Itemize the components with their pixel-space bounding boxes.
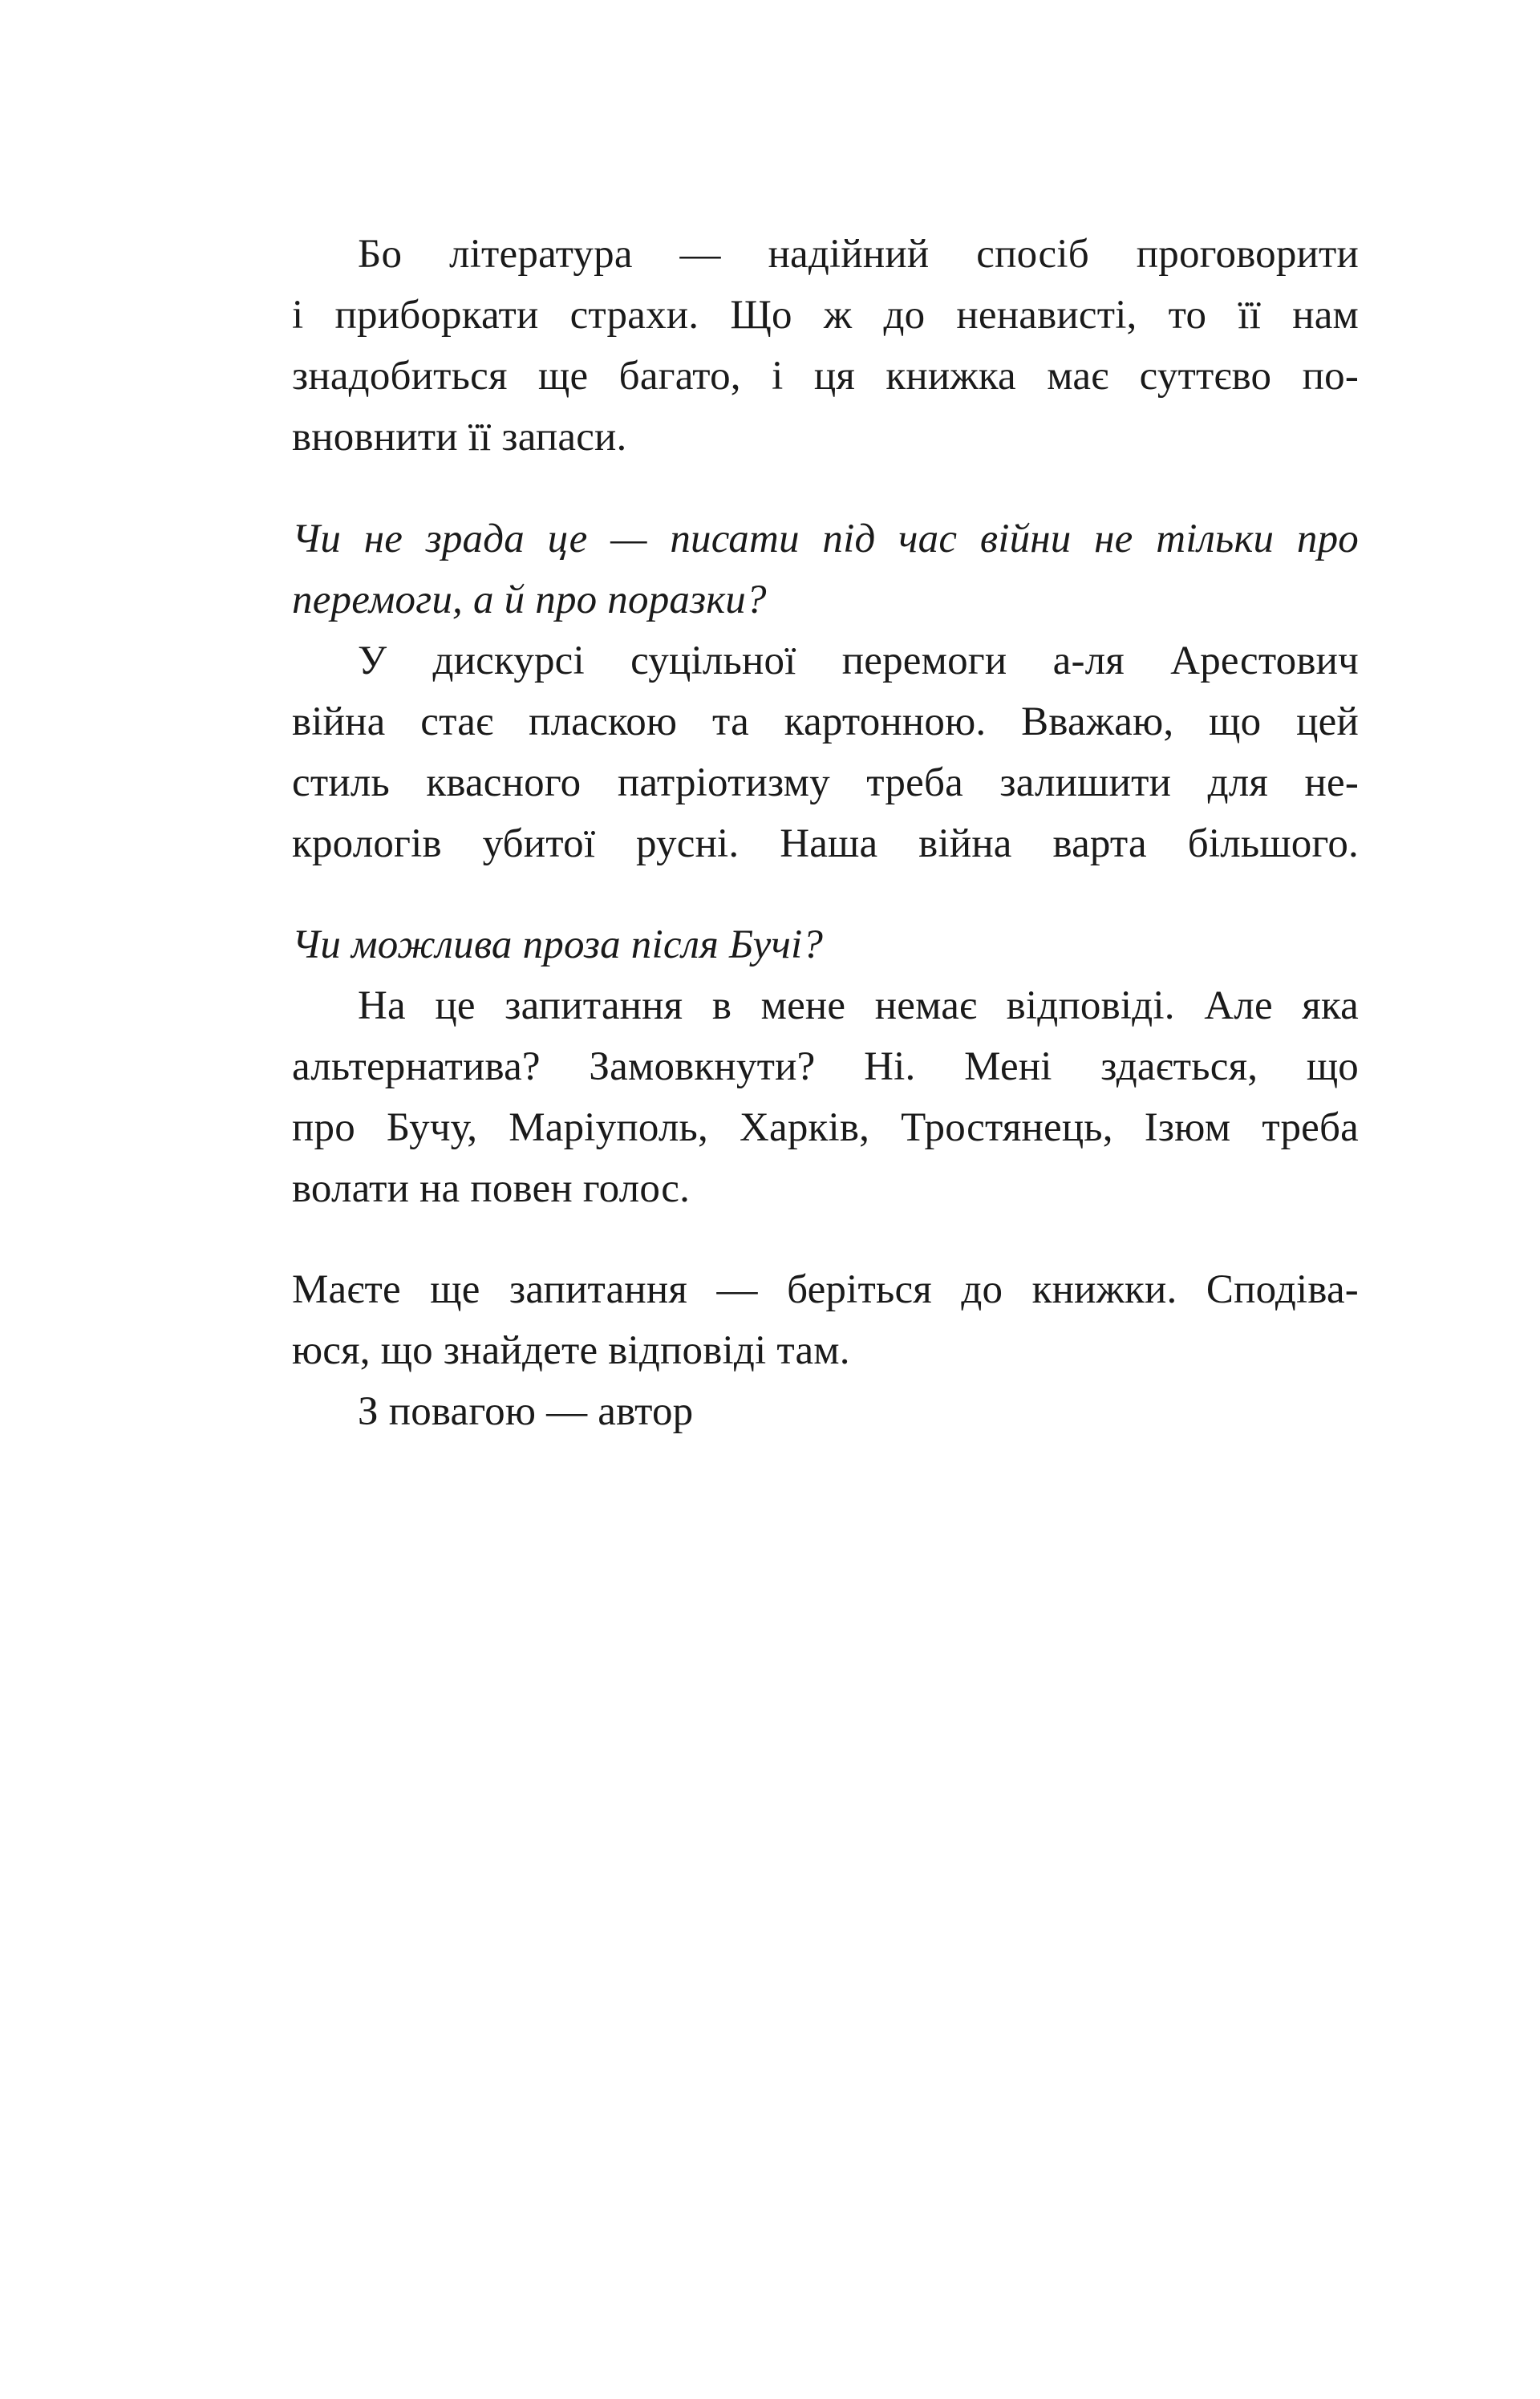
paragraph-1-line-4: вновнити її запаси.: [292, 415, 627, 460]
paragraph-1-line-3: знадобиться ще багато, і ця книжка має суттєво по-: [292, 354, 1359, 399]
paragraph-3-line-2: альтернатива? Замовкнути? Ні. Мені здається, що: [292, 1044, 1359, 1089]
paragraph-4-line-2: юся, що знайдете відповіді там.: [292, 1328, 850, 1373]
question-2-line-1: Чи можлива проза після Бучі?: [292, 922, 824, 967]
paragraph-2-line-4: крологів убитої русні. Наша війна варта більшого.: [292, 821, 1359, 866]
question-1-line-2: перемоги, а й про поразки?: [292, 577, 767, 622]
paragraph-3-line-3: про Бучу, Маріуполь, Харків, Тростянець, Ізюм треба: [292, 1105, 1359, 1150]
paragraph-2-line-1: У дискурсі суцільної перемоги а-ля Арестович: [358, 638, 1359, 683]
paragraph-4-line-1: Маєте ще запитання — беріться до книжки. Сподіва-: [292, 1267, 1359, 1312]
paragraph-1-line-1: Бо література — надійний спосіб проговорити: [358, 232, 1359, 277]
paragraph-1-line-2: і приборкати страхи. Що ж до ненависті, то її нам: [292, 293, 1359, 338]
paragraph-2-line-2: війна стає пласкою та картонною. Вважаю, що цей: [292, 699, 1359, 744]
paragraph-2-line-3: стиль квасного патріотизму треба залишити для не-: [292, 760, 1359, 805]
paragraph-3-line-1: На це запитання в мене немає відповіді. Але яка: [358, 983, 1359, 1028]
signature-line: З повагою — автор: [358, 1389, 694, 1434]
question-1-line-1: Чи не зрада це — писати під час війни не тільки про: [292, 517, 1359, 561]
paragraph-3-line-4: волати на повен голос.: [292, 1166, 691, 1211]
book-page: [292, 0, 1359, 2399]
